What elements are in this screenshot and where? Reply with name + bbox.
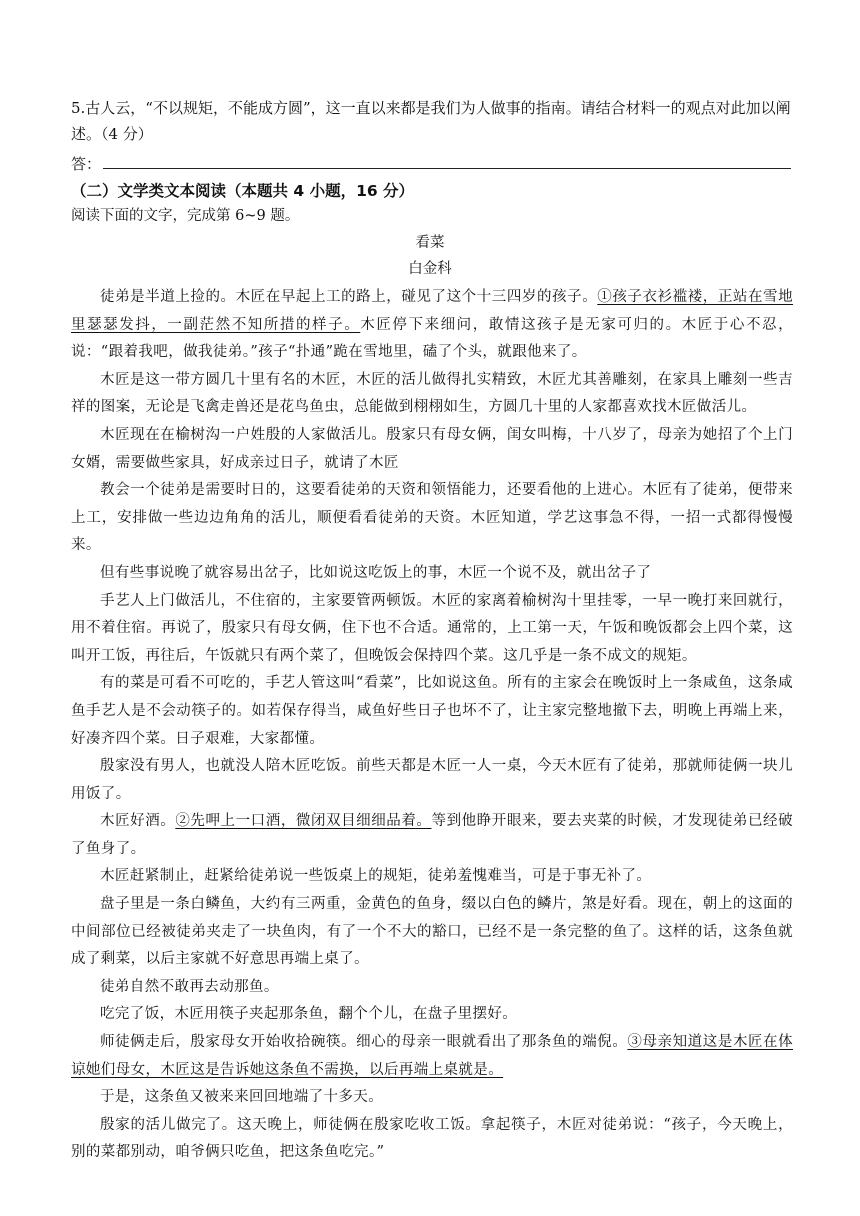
story-paragraph (71, 863, 793, 891)
paragraph-text: 殷家没有男人，也就没人陪木匠吃饭。前些天都是木匠一人一桌，今天木匠有了徒弟，那就师徒俩一块儿用饭了。 (71, 758, 793, 802)
story-paragraph (71, 670, 793, 753)
story-paragraph (71, 422, 793, 477)
story-paragraph (71, 284, 793, 367)
paragraph-text: 木匠现在在榆树沟一户姓殷的人家做活儿。殷家只有母女俩，闺女叫梅，十八岁了，母亲为她招了个上门女婿，需要做些家具，好成亲过日子，就请了木匠 (71, 426, 793, 471)
paragraph-text: 殷家的活儿做完了。这天晚上，师徒俩在殷家吃收工饭。拿起筷子，木匠对徒弟说：“孩子，今天晚上，别的菜都别动，咱爷俩只吃鱼，把这条鱼吃完。” (71, 1116, 793, 1161)
story-title: 看菜 (415, 235, 445, 251)
answer-line[interactable] (103, 168, 791, 169)
story-paragraph (71, 1084, 793, 1112)
paragraph-text: 教会一个徒弟是需要时日的，这要看徒弟的天资和领悟能力，还要看他的上进心。木匠有了徒弟，便带来上工，安排做一些边边角角的活儿，顺便看看徒弟的天资。木匠知道，学艺这事急不得，一招一式都得慢慢来。 (71, 482, 793, 554)
paragraph-text: 木匠是这一带方圆几十里有名的木匠，木匠的活儿做得扎实精致，木匠尤其善雕刻，在家具上雕刻一些吉祥的图案，无论是飞禽走兽还是花鸟鱼虫，总能做到栩栩如生，方圆几十里的人家都喜欢找木匠做活儿。 (71, 371, 793, 416)
underlined-sentence: ③母亲知道这是木匠在体谅她们母女，木匠这是告诉她这条鱼不需换，以后再端上桌就是。 (71, 1034, 793, 1078)
underlined-sentence: ①孩子衣衫褴褛，正站在雪地里瑟瑟发抖，一副茫然不知所措的样子。 (71, 289, 793, 333)
story-paragraph (71, 1001, 793, 1029)
story-paragraph (71, 974, 793, 1002)
paragraph-text: 师徒俩走后，殷家母女开始收拾碗筷。细心的母亲一眼就看出了那条鱼的端倪。 (100, 1034, 628, 1051)
story-paragraph (71, 588, 793, 671)
paragraph-text: 盘子里是一条白鳞鱼，大约有三两重，金黄色的鱼身，缀以白色的鳞片，煞是好看。现在，朝上的这面的中间部位已经被徒弟夹走了一块鱼肉，有了一个不大的豁口，已经不是一条完整的鱼了。这样的话，这条鱼就成了剩菜，以后主家就不好意思再端上桌了。 (71, 896, 793, 968)
story-paragraph (71, 1029, 793, 1084)
story-paragraph (71, 808, 793, 863)
story-body (71, 284, 793, 1167)
story-paragraph (71, 753, 793, 808)
question-5-text: 5.古人云，“不以规矩，不能成方圆”，这一直以来都是我们为人做事的指南。请结合材料一的观点对此加以阐述。（4 分） (71, 99, 791, 143)
question-5 (71, 95, 791, 147)
story-paragraph (71, 367, 793, 422)
paragraph-text: 于是，这条鱼又被来来回回地端了十多天。 (100, 1089, 384, 1106)
paragraph-text: 木匠停下来细问，敢情这孩子是无家可归的。木匠于心不忍，说：“跟着我吧，做我徒弟。”孩子“扑通”跪在雪地里，磕了个头，就跟他来了。 (71, 316, 793, 361)
story-paragraph (71, 891, 793, 974)
story-author: 白金科 (408, 261, 452, 277)
paragraph-text: 手艺人上门做活儿，不住宿的，主家要管两顿饭。木匠的家离着榆树沟十里挂零，一早一晚打来回就行，用不着住宿。再说了，殷家只有母女俩，住下也不合适。通常的，上工第一天，午饭和晚饭都会上四个菜，这叫开工饭，再往后，午饭就只有两个菜了，但晚饭会保持四个菜。这几乎是一条不成文的规矩。 (71, 592, 793, 664)
paragraph-text: 等到他睁开眼来，要去夹菜的时候，才发现徒弟已经破了鱼身了。 (71, 813, 793, 857)
paragraph-text: 有的菜是可看不可吃的，手艺人管这叫“看菜”，比如说这鱼。所有的主家会在晚饭时上一条咸鱼，这条咸鱼手艺人是不会动筷子的。如若保存得当，咸鱼好些日子也坏不了，让主家完整地撤下去，明晚上再端上来，好凑齐四个菜。日子艰难，大家都懂。 (71, 675, 793, 747)
paragraph-text: 木匠好酒。 (100, 813, 176, 830)
paragraph-text: 但有些事说晚了就容易出岔子，比如说这吃饭上的事，木匠一个说不及，就出岔子了 (100, 564, 652, 581)
underlined-sentence: ②先呷上一口酒，微闭双目细细品着。 (175, 813, 432, 830)
section-instruction: 阅读下面的文字，完成第 6~9 题。 (71, 208, 300, 224)
section-heading: （二）文学类文本阅读（本题共 4 小题，16 分） (71, 182, 415, 200)
answer-label: 答： (71, 155, 102, 173)
story-paragraph (71, 1112, 793, 1167)
story-paragraph (71, 477, 793, 560)
paragraph-text: 木匠赶紧制止，赶紧给徒弟说一些饭桌上的规矩，徒弟羞愧难当，可是于事无补了。 (100, 868, 652, 885)
story-paragraph (71, 560, 793, 588)
paragraph-text: 吃完了饭，木匠用筷子夹起那条鱼，翻个个儿，在盘子里摆好。 (100, 1006, 518, 1023)
paragraph-text: 徒弟是半道上捡的。木匠在早起上工的路上，碰见了这个十三四岁的孩子。 (100, 289, 598, 305)
answer-area[interactable] (71, 153, 791, 175)
paragraph-text: 徒弟自然不敢再去动那鱼。 (100, 978, 279, 995)
